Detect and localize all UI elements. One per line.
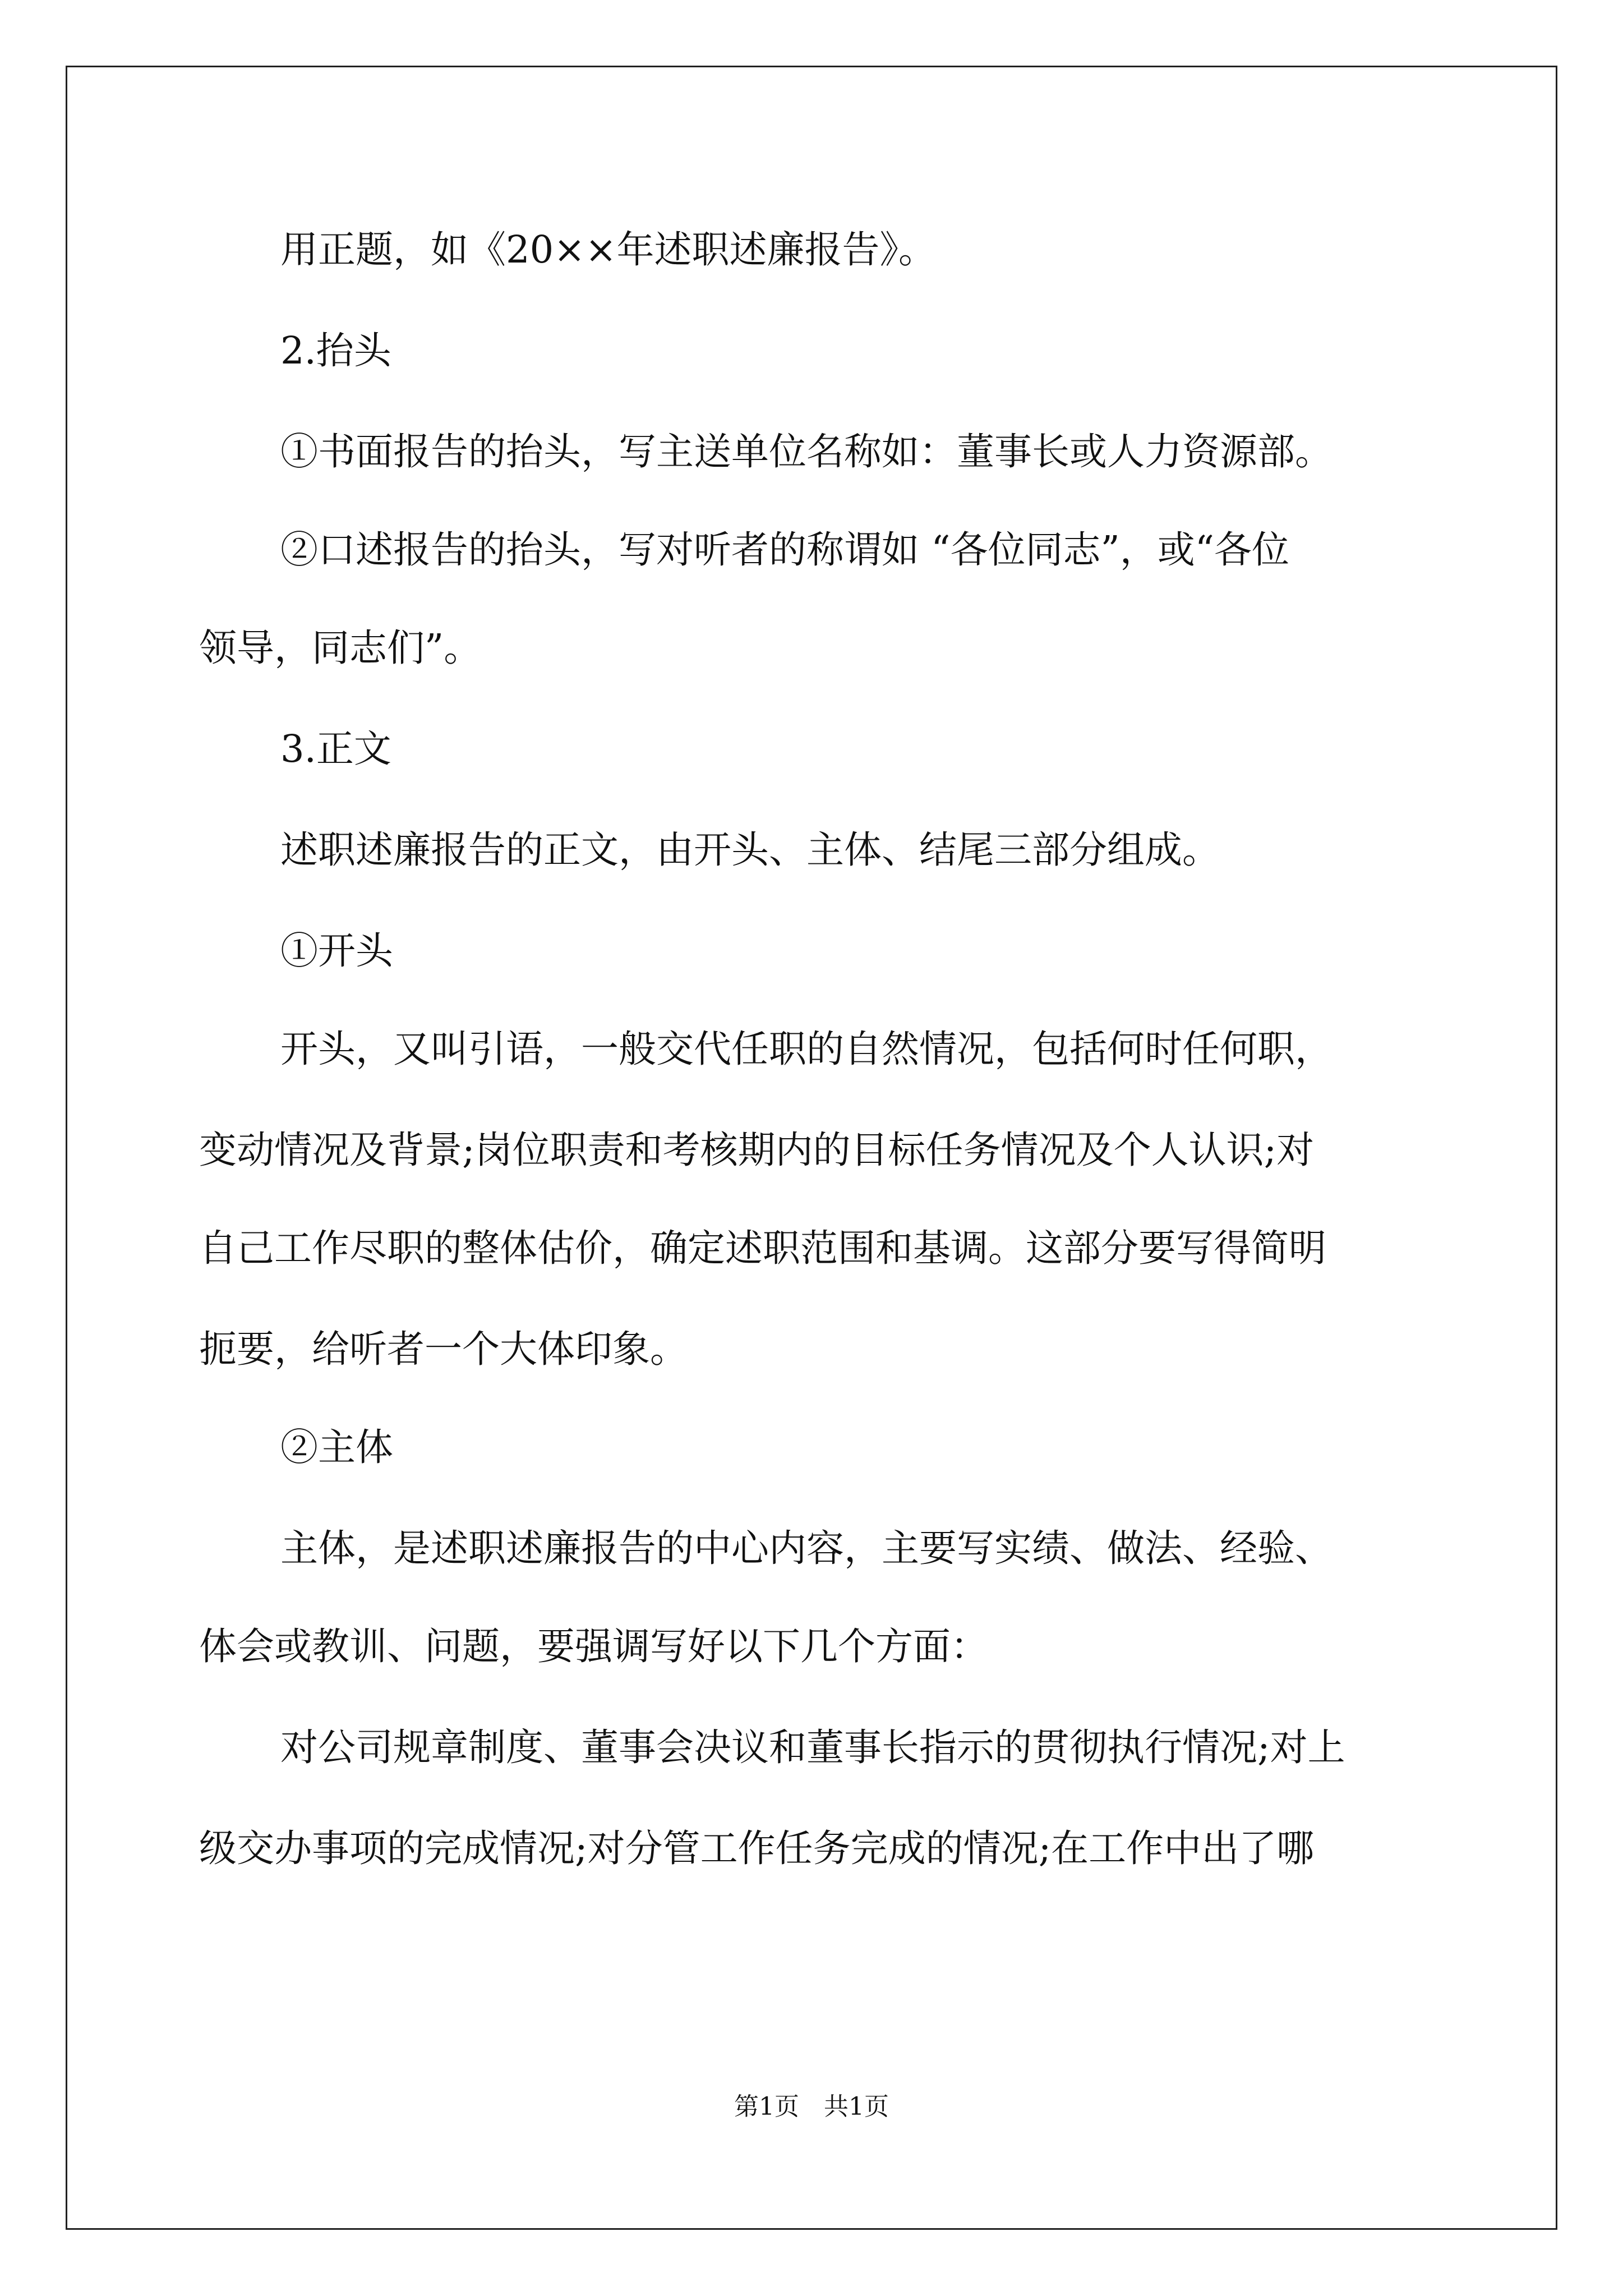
text-line: 扼要，给听者一个大体印象。 <box>199 1327 688 1371</box>
text-line: 变动情况及背景;岗位职责和考核期内的目标任务情况及个人认识;对 <box>199 1128 1315 1172</box>
text-line: 主体，是述职述廉报告的中心内容，主要写实绩、做法、经验、 <box>280 1526 1332 1570</box>
subsection-heading: ②主体 <box>280 1425 393 1469</box>
text-line: 领导，同志们”。 <box>199 626 482 670</box>
page-number: 第1页 共1页 <box>734 2092 889 2121</box>
text-line: 开头，又叫引语，一般交代任职的自然情况，包括何时任何职， <box>280 1027 1332 1071</box>
text-line: 对公司规章制度、董事会决议和董事长指示的贯彻执行情况;对上 <box>280 1726 1345 1769</box>
text-line: 用正题，如《20××年述职述廉报告》。 <box>280 228 937 272</box>
section-heading: 3.正文 <box>280 727 391 771</box>
text-line: ②口述报告的抬头，写对听者的称谓如 “各位同志”，或“各位 <box>280 528 1290 572</box>
text-line: 述职述廉报告的正文，由开头、主体、结尾三部分组成。 <box>280 828 1220 872</box>
subsection-heading: ①开头 <box>280 929 393 973</box>
text-line: ①书面报告的抬头，写主送单位名称如：董事长或人力资源部。 <box>280 430 1332 473</box>
text-line: 体会或教训、问题，要强调写好以下几个方面： <box>199 1625 988 1668</box>
text-line: 级交办事项的完成情况;对分管工作任务完成的情况;在工作中出了哪 <box>199 1826 1315 1870</box>
section-heading: 2.抬头 <box>280 329 391 372</box>
text-line: 自己工作尽职的整体估价，确定述职范围和基调。这部分要写得简明 <box>199 1226 1326 1270</box>
